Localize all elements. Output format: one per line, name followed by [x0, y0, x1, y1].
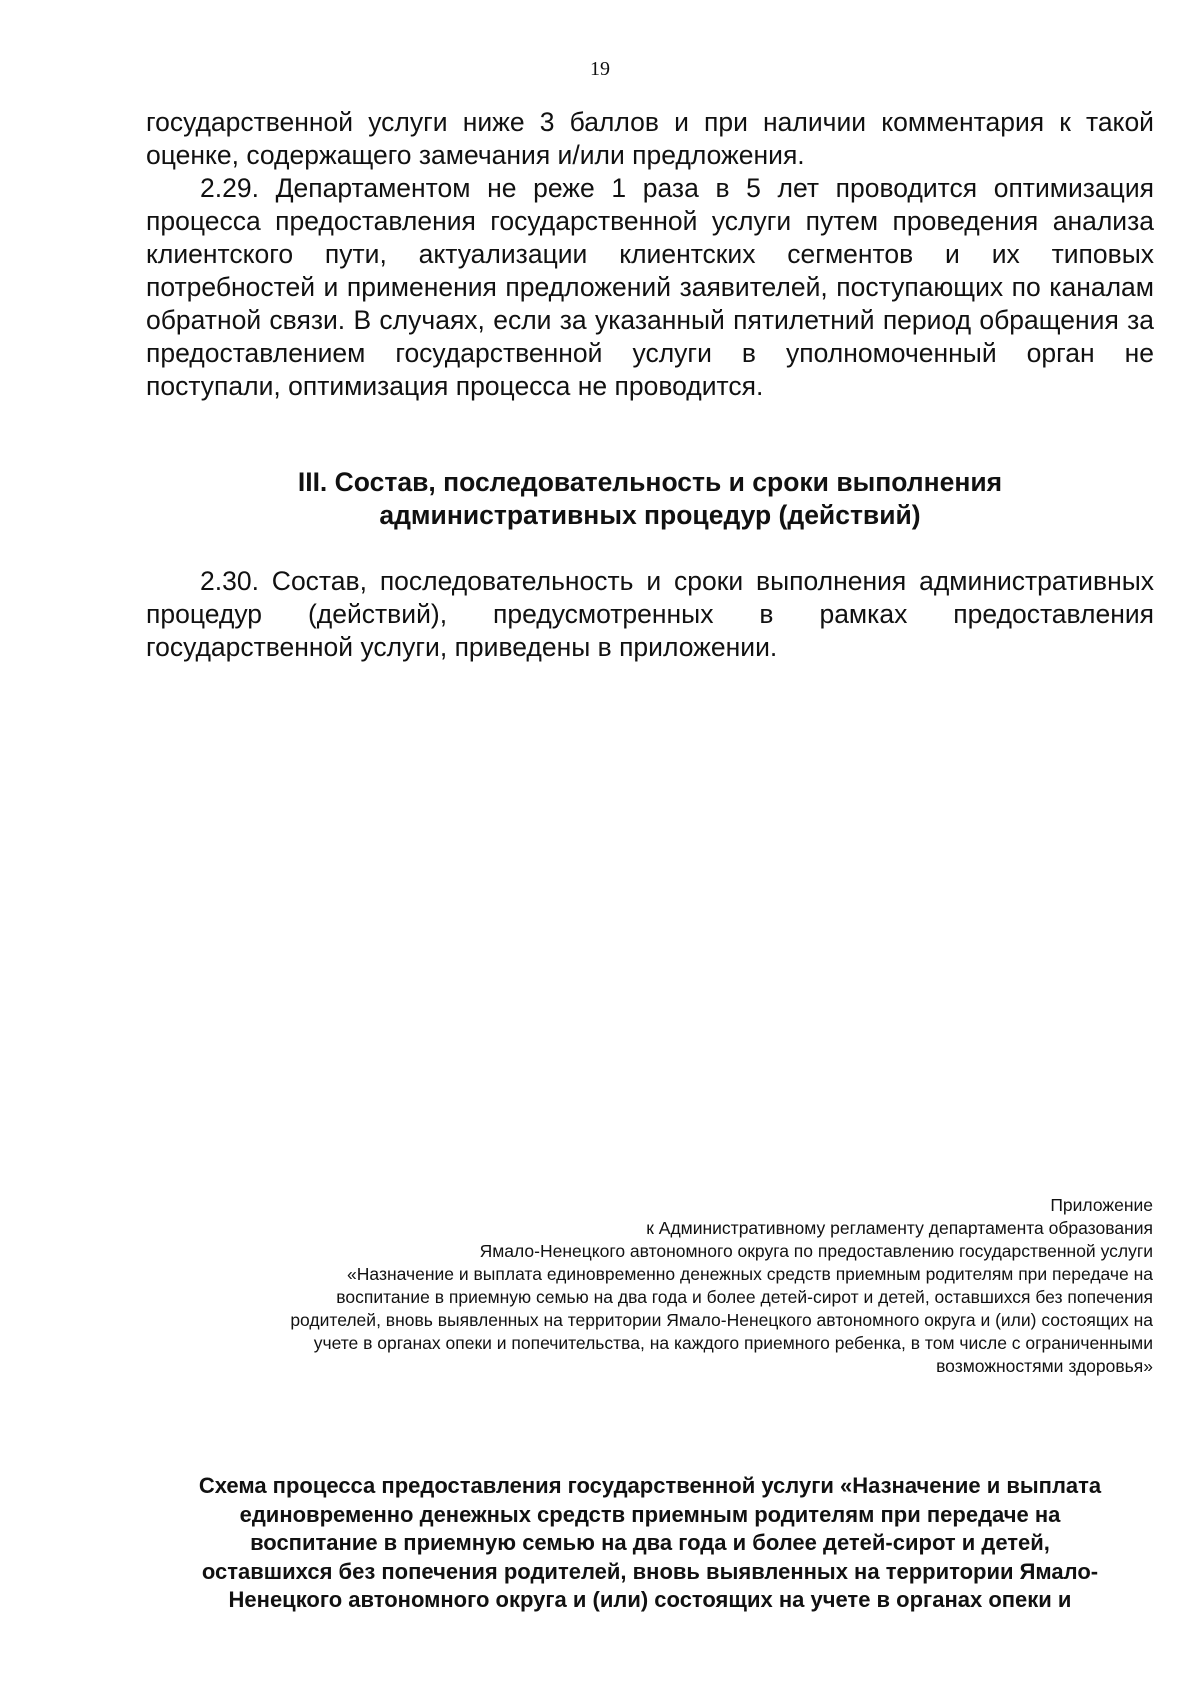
- appendix-note-line: Приложение: [1050, 1195, 1153, 1215]
- scheme-title-line: единовременно денежных средств приемным родителям при передаче на: [239, 1501, 1061, 1527]
- appendix-note-line: воспитание в приемную семью на два года и более детей-сирот и детей, оставшихся без попечения: [336, 1287, 1153, 1307]
- scheme-title-line: оставшихся без попечения родителей, вновь выявленных на территории Ямало-: [201, 1558, 1099, 1584]
- scheme-title-line: воспитание в приемную семью на два года и более детей-сирот и детей,: [250, 1530, 1050, 1555]
- appendix-note: [145, 1194, 1153, 1378]
- section-heading-line-2: административных процедур (действий): [379, 500, 921, 530]
- scheme-title-line: Схема процесса предоставления государственной услуги «Назначение и выплата: [198, 1473, 1102, 1498]
- appendix-note-line: «Назначение и выплата единовременно денежных средств приемным родителям при передаче на: [347, 1264, 1153, 1284]
- appendix-note-line: к Административному регламенту департамента образования: [646, 1218, 1153, 1238]
- appendix-note-line: учете в органах опеки и попечительства, на каждого приемного ребенка, в том числе с ограниченными: [313, 1333, 1153, 1353]
- scheme-title-line: Ненецкого автономного округа и (или) состоящих на учете в органах опеки и: [228, 1587, 1072, 1612]
- section-heading-line-1: III. Состав, последовательность и сроки выполнения: [297, 467, 1003, 497]
- paragraph-continuation: государственной услуги ниже 3 баллов и при наличии комментария к такой оценке, содержащего замечания и/или предложения.: [146, 107, 1154, 170]
- appendix-note-line: возможностями здоровья»: [936, 1356, 1153, 1376]
- appendix-note-line: Ямало-Ненецкого автономного округа по предоставлению государственной услуги: [479, 1241, 1153, 1261]
- scheme-title: [146, 1472, 1154, 1615]
- paragraph-2-29: 2.29. Департаментом не реже 1 раза в 5 лет проводится оптимизация процесса предоставления государственной услуги путем проведения анализа клиентского пути, актуализации клиентских сегментов и их типовых потребностей и применения предложений заявителей, поступающих по каналам обратной связи. В случаях, если за указанный пятилетний период обращения за предоставлением государственной услуги в уполномоченный орган не поступали, оптимизация процесса не проводится.: [146, 173, 1154, 401]
- paragraph-2-30: 2.30. Состав, последовательность и сроки выполнения административных процедур (действий), предусмотренных в рамках предоставления государственной услуги, приведены в приложении.: [146, 566, 1154, 662]
- appendix-note-line: родителей, вновь выявленных на территории Ямало-Ненецкого автономного округа и (или) состоящих на: [290, 1310, 1153, 1330]
- page-number: 19: [590, 58, 610, 80]
- section-heading: [146, 466, 1154, 532]
